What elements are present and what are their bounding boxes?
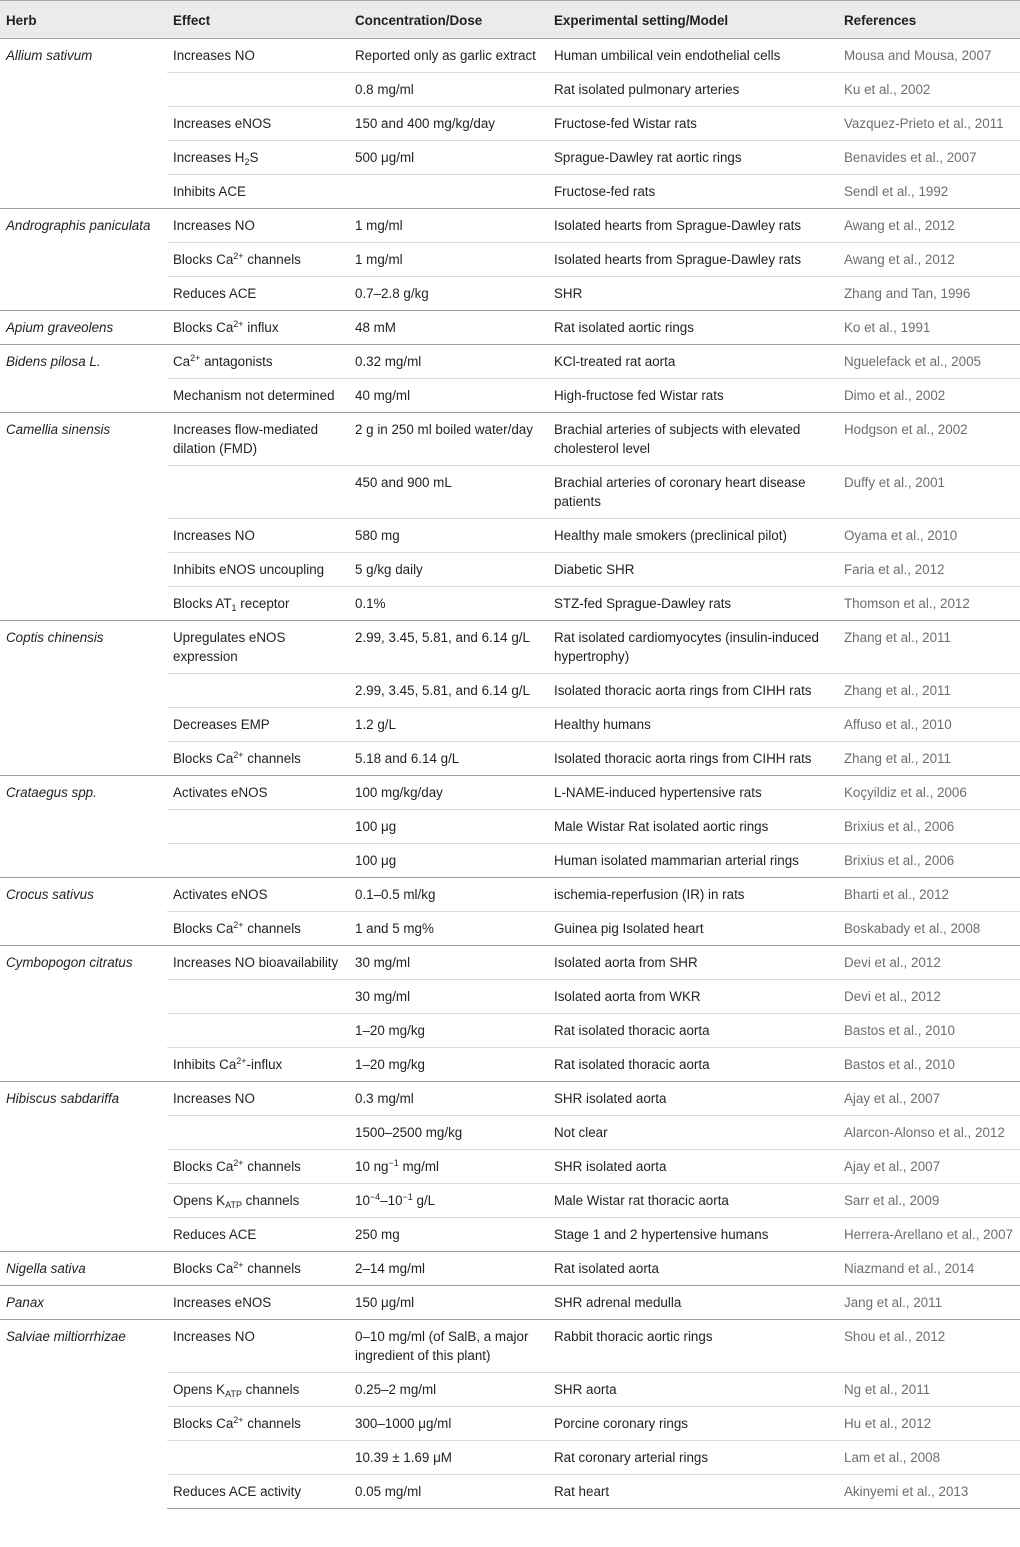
dose-cell: 0.3 mg/ml (349, 1082, 548, 1116)
model-cell: Guinea pig Isolated heart (548, 912, 838, 946)
model-cell: Fructose-fed Wistar rats (548, 107, 838, 141)
dose-cell: 1 mg/ml (349, 243, 548, 277)
reference-cell: Faria et al., 2012 (838, 553, 1020, 587)
herb-name: Apium graveolens (0, 311, 167, 345)
dose-cell: 0.8 mg/ml (349, 73, 548, 107)
table-row (0, 1252, 1020, 1286)
effect-cell: Reduces ACE (167, 277, 349, 311)
dose-cell: 1 mg/ml (349, 209, 548, 243)
reference-cell: Awang et al., 2012 (838, 243, 1020, 277)
dose-cell: 1 and 5 mg% (349, 912, 548, 946)
model-cell: Rabbit thoracic aortic rings (548, 1320, 838, 1373)
reference-cell: Vazquez-Prieto et al., 2011 (838, 107, 1020, 141)
effect-cell: Inhibits ACE (167, 175, 349, 209)
table-row (0, 39, 1020, 73)
header-row (0, 1, 1020, 39)
dose-cell: 5 g/kg daily (349, 553, 548, 587)
model-cell: Rat isolated cardiomyocytes (insulin-induced hypertrophy) (548, 621, 838, 674)
model-cell: SHR isolated aorta (548, 1082, 838, 1116)
model-cell: Rat isolated thoracic aorta (548, 1048, 838, 1082)
effect-cell (167, 73, 349, 107)
dose-cell: 1500–2500 mg/kg (349, 1116, 548, 1150)
dose-cell: 0–10 mg/ml (of SalB, a major ingredient of this plant) (349, 1320, 548, 1373)
model-cell: Sprague-Dawley rat aortic rings (548, 141, 838, 175)
dose-cell: 1–20 mg/kg (349, 1048, 548, 1082)
dose-cell: 30 mg/ml (349, 980, 548, 1014)
table-row (0, 413, 1020, 466)
dose-cell: 40 mg/ml (349, 379, 548, 413)
reference-cell: Jang et al., 2011 (838, 1286, 1020, 1320)
effect-cell (167, 1014, 349, 1048)
model-cell: Porcine coronary rings (548, 1407, 838, 1441)
model-cell: Isolated aorta from SHR (548, 946, 838, 980)
header-references: References (838, 1, 1020, 39)
dose-cell: Reported only as garlic extract (349, 39, 548, 73)
reference-cell: Sendl et al., 1992 (838, 175, 1020, 209)
effect-cell: Opens $K_{ATP}$ channels (167, 1373, 349, 1407)
model-cell: Rat isolated aorta (548, 1252, 838, 1286)
model-cell: Isolated hearts from Sprague-Dawley rats (548, 209, 838, 243)
dose-cell: 100 μg (349, 844, 548, 878)
dose-cell: 30 mg/ml (349, 946, 548, 980)
dose-cell: 2–14 mg/ml (349, 1252, 548, 1286)
reference-cell: Herrera-Arellano et al., 2007 (838, 1218, 1020, 1252)
reference-cell: Affuso et al., 2010 (838, 708, 1020, 742)
effect-cell (167, 674, 349, 708)
effect-cell: Increases NO (167, 1082, 349, 1116)
table-row (0, 946, 1020, 980)
reference-cell: Thomson et al., 2012 (838, 587, 1020, 621)
reference-cell: Brixius et al., 2006 (838, 844, 1020, 878)
effect-cell: Increases NO (167, 39, 349, 73)
reference-cell: Niazmand et al., 2014 (838, 1252, 1020, 1286)
herb-name: Andrographis paniculata (0, 209, 167, 311)
herb-name: Hibiscus sabdariffa (0, 1082, 167, 1252)
effect-cell: Opens $K_{ATP}$ channels (167, 1184, 349, 1218)
effect-cell (167, 980, 349, 1014)
reference-cell: Oyama et al., 2010 (838, 519, 1020, 553)
effect-cell: Increases flow-mediated dilation (FMD) (167, 413, 349, 466)
effect-cell: Blocks $Ca^{2+}$ channels (167, 912, 349, 946)
effect-cell: Reduces ACE (167, 1218, 349, 1252)
reference-cell: Duffy et al., 2001 (838, 466, 1020, 519)
reference-cell: Hodgson et al., 2002 (838, 413, 1020, 466)
header-herb: Herb (0, 1, 167, 39)
reference-cell: Lam et al., 2008 (838, 1441, 1020, 1475)
model-cell: Isolated hearts from Sprague-Dawley rats (548, 243, 838, 277)
dose-cell: 5.18 and 6.14 g/L (349, 742, 548, 776)
dose-cell: 0.1–0.5 ml/kg (349, 878, 548, 912)
dose-cell: 100 mg/kg/day (349, 776, 548, 810)
reference-cell: Ajay et al., 2007 (838, 1082, 1020, 1116)
effect-cell: Reduces ACE activity (167, 1475, 349, 1509)
model-cell: SHR isolated aorta (548, 1150, 838, 1184)
reference-cell: Dimo et al., 2002 (838, 379, 1020, 413)
effect-cell: Decreases EMP (167, 708, 349, 742)
effect-cell: Blocks $Ca^{2+}$ channels (167, 742, 349, 776)
reference-cell: Zhang et al., 2011 (838, 621, 1020, 674)
dose-cell: 0.05 mg/ml (349, 1475, 548, 1509)
model-cell: Fructose-fed rats (548, 175, 838, 209)
dose-cell: 10 $ng^{-1}$ mg/ml (349, 1150, 548, 1184)
reference-cell: Zhang and Tan, 1996 (838, 277, 1020, 311)
effect-cell: Blocks $Ca^{2+}$ channels (167, 243, 349, 277)
reference-cell: Boskabady et al., 2008 (838, 912, 1020, 946)
model-cell: KCl-treated rat aorta (548, 345, 838, 379)
dose-cell: 100 μg (349, 810, 548, 844)
herb-name: Panax (0, 1286, 167, 1320)
dose-cell: 0.32 mg/ml (349, 345, 548, 379)
effect-cell: Increases NO bioavailability (167, 946, 349, 980)
reference-cell: Brixius et al., 2006 (838, 810, 1020, 844)
herb-name: Cymbopogon citratus (0, 946, 167, 1082)
effect-cell: Increases eNOS (167, 1286, 349, 1320)
reference-cell: Devi et al., 2012 (838, 946, 1020, 980)
herb-name: Coptis chinensis (0, 621, 167, 776)
effect-cell (167, 810, 349, 844)
effect-cell: Blocks $Ca^{2+}$ channels (167, 1252, 349, 1286)
model-cell: Isolated thoracic aorta rings from CIHH rats (548, 742, 838, 776)
dose-cell: 0.7–2.8 g/kg (349, 277, 548, 311)
dose-cell: $10^{-4}-10^{-1}$ g/L (349, 1184, 548, 1218)
model-cell: Isolated thoracic aorta rings from CIHH rats (548, 674, 838, 708)
header-model: Experimental setting/Model (548, 1, 838, 39)
reference-cell: Bastos et al., 2010 (838, 1014, 1020, 1048)
table-row (0, 1286, 1020, 1320)
reference-cell: Devi et al., 2012 (838, 980, 1020, 1014)
model-cell: SHR (548, 277, 838, 311)
table-row (0, 621, 1020, 674)
effect-cell: Increases NO (167, 209, 349, 243)
effect-cell: Blocks $Ca^{2+}$ channels (167, 1150, 349, 1184)
table-row (0, 1082, 1020, 1116)
dose-cell: 150 μg/ml (349, 1286, 548, 1320)
effect-cell: Activates eNOS (167, 776, 349, 810)
reference-cell: Zhang et al., 2011 (838, 742, 1020, 776)
effect-cell: Mechanism not determined (167, 379, 349, 413)
model-cell: Isolated aorta from WKR (548, 980, 838, 1014)
effect-cell (167, 844, 349, 878)
dose-cell: 1–20 mg/kg (349, 1014, 548, 1048)
header-effect: Effect (167, 1, 349, 39)
header-dose: Concentration/Dose (349, 1, 548, 39)
reference-cell: Ko et al., 1991 (838, 311, 1020, 345)
dose-cell: 300–1000 μg/ml (349, 1407, 548, 1441)
model-cell: ischemia-reperfusion (IR) in rats (548, 878, 838, 912)
table-row (0, 311, 1020, 345)
model-cell: Brachial arteries of coronary heart disease patients (548, 466, 838, 519)
model-cell: Diabetic SHR (548, 553, 838, 587)
model-cell: Rat coronary arterial rings (548, 1441, 838, 1475)
dose-cell: 48 mM (349, 311, 548, 345)
effect-cell: Increases NO (167, 519, 349, 553)
herb-name: Allium sativum (0, 39, 167, 209)
effect-cell: Increases NO (167, 1320, 349, 1373)
effect-cell (167, 1116, 349, 1150)
reference-cell: Benavides et al., 2007 (838, 141, 1020, 175)
dose-cell: 10.39 ± 1.69 μM (349, 1441, 548, 1475)
model-cell: Not clear (548, 1116, 838, 1150)
model-cell: SHR adrenal medulla (548, 1286, 838, 1320)
model-cell: Male Wistar rat thoracic aorta (548, 1184, 838, 1218)
reference-cell: Hu et al., 2012 (838, 1407, 1020, 1441)
effect-cell: Upregulates eNOS expression (167, 621, 349, 674)
model-cell: Rat isolated pulmonary arteries (548, 73, 838, 107)
dose-cell: 580 mg (349, 519, 548, 553)
dose-cell: 1.2 g/L (349, 708, 548, 742)
model-cell: Rat isolated aortic rings (548, 311, 838, 345)
model-cell: STZ-fed Sprague-Dawley rats (548, 587, 838, 621)
reference-cell: Sarr et al., 2009 (838, 1184, 1020, 1218)
dose-cell: 2 g in 250 ml boiled water/day (349, 413, 548, 466)
dose-cell: 150 and 400 mg/kg/day (349, 107, 548, 141)
model-cell: Rat heart (548, 1475, 838, 1509)
effect-cell: Inhibits $Ca^{2+}$-influx (167, 1048, 349, 1082)
dose-cell: 450 and 900 mL (349, 466, 548, 519)
dose-cell: 0.1% (349, 587, 548, 621)
model-cell: L-NAME-induced hypertensive rats (548, 776, 838, 810)
dose-cell: 500 μg/ml (349, 141, 548, 175)
herb-name: Crocus sativus (0, 878, 167, 946)
model-cell: Human isolated mammarian arterial rings (548, 844, 838, 878)
effect-cell (167, 466, 349, 519)
reference-cell: Ajay et al., 2007 (838, 1150, 1020, 1184)
dose-cell (349, 175, 548, 209)
reference-cell: Alarcon-Alonso et al., 2012 (838, 1116, 1020, 1150)
effect-cell: Blocks $Ca^{2+}$ influx (167, 311, 349, 345)
effect-cell: Inhibits eNOS uncoupling (167, 553, 349, 587)
table-row (0, 776, 1020, 810)
dose-cell: 0.25–2 mg/ml (349, 1373, 548, 1407)
effect-cell: Blocks $AT_1$ receptor (167, 587, 349, 621)
reference-cell: Ng et al., 2011 (838, 1373, 1020, 1407)
effect-cell: Blocks $Ca^{2+}$ channels (167, 1407, 349, 1441)
herb-name: Bidens pilosa L. (0, 345, 167, 413)
model-cell: Brachial arteries of subjects with elevated cholesterol level (548, 413, 838, 466)
dose-cell: 2.99, 3.45, 5.81, and 6.14 g/L (349, 621, 548, 674)
reference-cell: Bharti et al., 2012 (838, 878, 1020, 912)
model-cell: Male Wistar Rat isolated aortic rings (548, 810, 838, 844)
dose-cell: 250 mg (349, 1218, 548, 1252)
table-row (0, 345, 1020, 379)
table-body (0, 39, 1020, 1509)
model-cell: Human umbilical vein endothelial cells (548, 39, 838, 73)
model-cell: Healthy male smokers (preclinical pilot) (548, 519, 838, 553)
herb-name: Nigella sativa (0, 1252, 167, 1286)
model-cell: High-fructose fed Wistar rats (548, 379, 838, 413)
reference-cell: Nguelefack et al., 2005 (838, 345, 1020, 379)
herb-name: Camellia sinensis (0, 413, 167, 621)
herb-name: Crataegus spp. (0, 776, 167, 878)
reference-cell: Mousa and Mousa, 2007 (838, 39, 1020, 73)
effect-cell: Increases $H_2S$ (167, 141, 349, 175)
dose-cell: 2.99, 3.45, 5.81, and 6.14 g/L (349, 674, 548, 708)
model-cell: Stage 1 and 2 hypertensive humans (548, 1218, 838, 1252)
effect-cell: $Ca^{2+}$ antagonists (167, 345, 349, 379)
reference-cell: Koçyildiz et al., 2006 (838, 776, 1020, 810)
reference-cell: Zhang et al., 2011 (838, 674, 1020, 708)
reference-cell: Bastos et al., 2010 (838, 1048, 1020, 1082)
table-row (0, 878, 1020, 912)
reference-cell: Shou et al., 2012 (838, 1320, 1020, 1373)
reference-cell: Ku et al., 2002 (838, 73, 1020, 107)
table-row (0, 1320, 1020, 1373)
effect-cell: Activates eNOS (167, 878, 349, 912)
reference-cell: Akinyemi et al., 2013 (838, 1475, 1020, 1509)
model-cell: Rat isolated thoracic aorta (548, 1014, 838, 1048)
table-row (0, 209, 1020, 243)
effect-cell: Increases eNOS (167, 107, 349, 141)
model-cell: Healthy humans (548, 708, 838, 742)
effect-cell (167, 1441, 349, 1475)
model-cell: SHR aorta (548, 1373, 838, 1407)
herb-name: Salviae miltiorrhizae (0, 1320, 167, 1509)
reference-cell: Awang et al., 2012 (838, 209, 1020, 243)
